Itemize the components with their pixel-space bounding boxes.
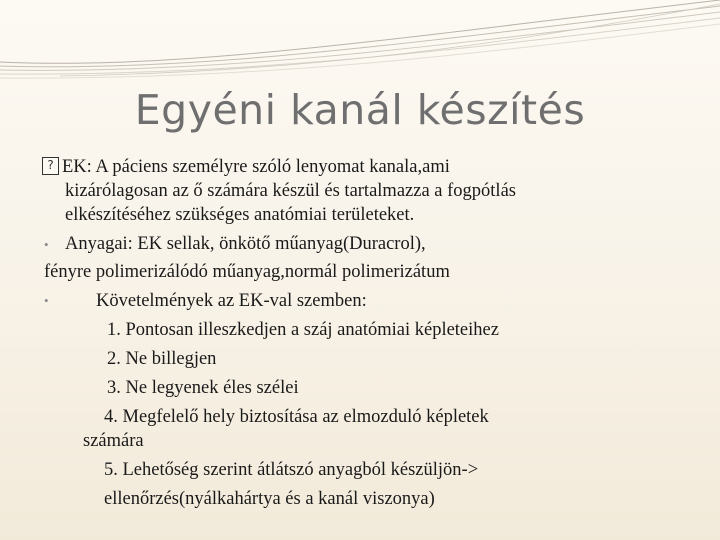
requirement-5-line-1: 5. Lehetőség szerint átlátszó anyagból készüljön-> xyxy=(104,460,479,480)
requirement-4-line-2: számára xyxy=(83,431,144,451)
requirements-bullet: • xyxy=(44,293,49,308)
requirement-3: 3. Ne legyenek éles szélei xyxy=(107,378,299,398)
requirement-2: 2. Ne billegjen xyxy=(107,349,217,369)
ek-definition-line-1: EK: A páciens személyre szóló lenyomat kanala,ami xyxy=(62,157,450,177)
ek-definition-line-3: elkészítéséhez szükséges anatómiai területeket. xyxy=(65,205,415,225)
materials-line-2: fényre polimerizálódó műanyag,normál polimerizátum xyxy=(44,262,450,282)
materials-line-1: Anyagai: EK sellak, önkötő műanyag(Duracrol), xyxy=(65,234,426,254)
decorative-swoosh-lines xyxy=(0,0,720,90)
requirements-heading: Követelmények az EK-val szemben: xyxy=(96,291,367,311)
requirement-5-line-2: ellenőrzés(nyálkahártya és a kanál viszonya) xyxy=(104,489,435,509)
requirement-1: 1. Pontosan illeszkedjen a száj anatómiai képleteihez xyxy=(107,320,499,340)
ek-definition-line-2: kizárólagosan az ő számára készül és tartalmazza a fogpótlás xyxy=(65,181,516,201)
ek-missing-glyph-marker: ? xyxy=(42,157,59,175)
slide-title: Egyéni kanál készítés xyxy=(134,86,586,134)
requirement-4-line-1: 4. Megfelelő hely biztosítása az elmozduló képletek xyxy=(104,407,489,427)
materials-bullet: • xyxy=(44,237,49,252)
